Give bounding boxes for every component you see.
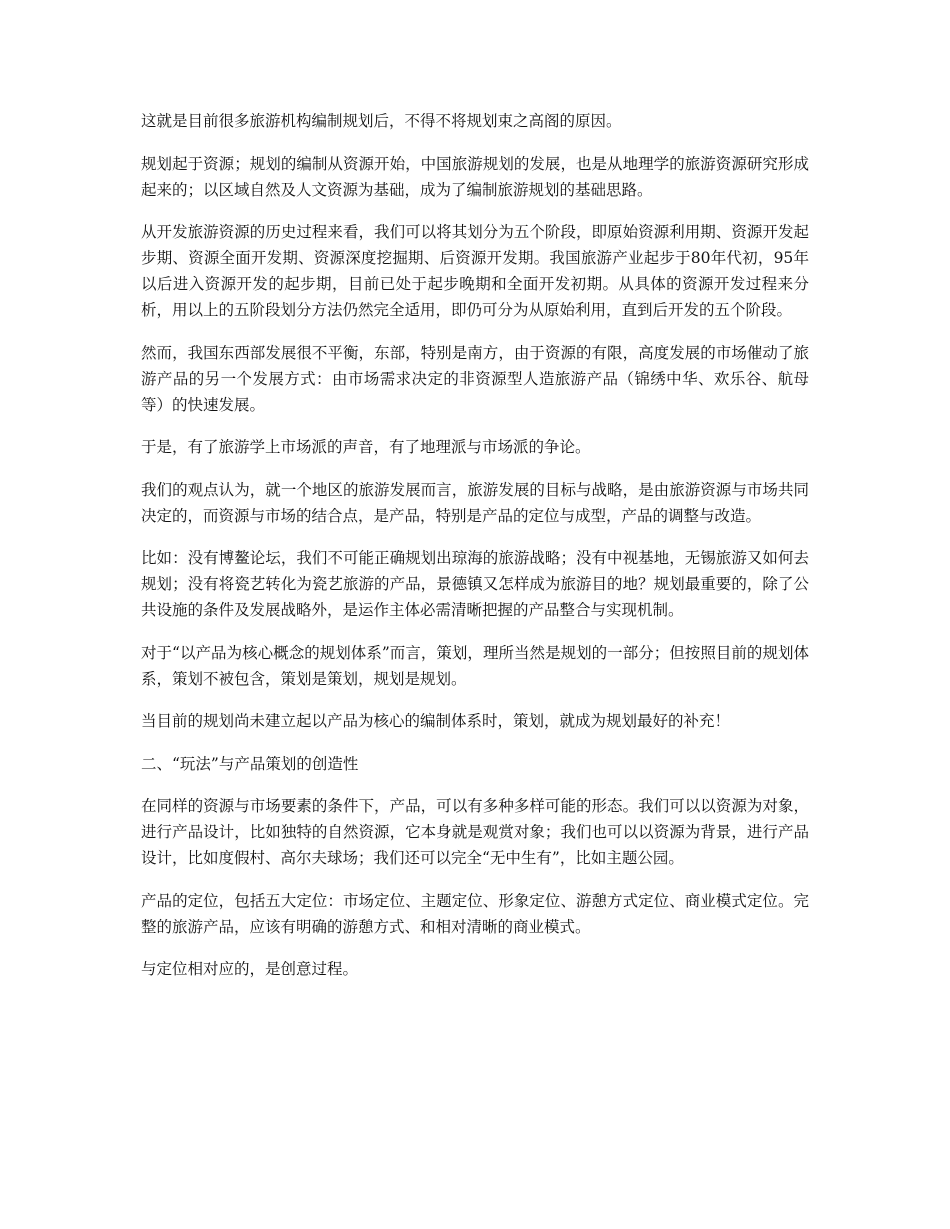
paragraph-7: 比如：没有博鳌论坛，我们不可能正确规划出琼海的旅游战略；没有中视基地，无锡旅游又如何去规划；没有将瓷艺转化为瓷艺旅游的产品，景德镇又怎样成为旅游目的地？规划最重要的，除了公共设施的条件及发展战略外，是运作主体必需清晰把握的产品整合与实现机制。 xyxy=(141,549,809,619)
paragraph-9: 当目前的规划尚未建立起以产品为核心的编制体系时，策划，就成为规划最好的补充！ xyxy=(141,712,731,730)
paragraph-11: 在同样的资源与市场要素的条件下，产品，可以有多种多样可能的形态。我们可以以资源为对象，进行产品设计，比如独特的自然资源，它本身就是观赏对象；我们也可以以资源为背景，进行产品设计，比如度假村、高尔夫球场；我们还可以完全“无中生有”，比如主题公园。 xyxy=(141,797,809,867)
paragraph-1: 这就是目前很多旅游机构编制规划后，不得不将规划束之高阁的原因。 xyxy=(141,112,622,130)
paragraph-13: 与定位相对应的，是创意过程。 xyxy=(141,960,359,978)
document-page xyxy=(141,108,809,999)
paragraph-2: 规划起于资源；规划的编制从资源开始，中国旅游规划的发展，也是从地理学的旅游资源研究形成起来的；以区域自然及人文资源为基础，成为了编制旅游规划的基础思路。 xyxy=(141,154,809,199)
paragraph-6: 我们的观点认为，就一个地区的旅游发展而言，旅游发展的目标与战略，是由旅游资源与市场共同决定的，而资源与市场的结合点，是产品，特别是产品的定位与成型，产品的调整与改造。 xyxy=(141,480,809,525)
paragraph-4: 然而，我国东西部发展很不平衡，东部，特别是南方，由于资源的有限，高度发展的市场催动了旅游产品的另一个发展方式：由市场需求决定的非资源型人造旅游产品（锦绣中华、欢乐谷、航母等）的快速发展。 xyxy=(141,343,809,414)
paragraph-12: 产品的定位，包括五大定位：市场定位、主题定位、形象定位、游憩方式定位、商业模式定位。完整的旅游产品，应该有明确的游憩方式、和相对清晰的商业模式。 xyxy=(141,891,809,936)
paragraph-3: 从开发旅游资源的历史过程来看，我们可以将其划分为五个阶段，即原始资源利用期、资源开发起步期、资源全面开发期、资源深度挖掘期、后资源开发期。我国旅游产业起步于80年代初，95年以后进入资源开发的起步期，目前已处于起步晚期和全面开发初期。从具体的资源开发过程来分析，用以上的五阶段划分方法仍然完全适用，即仍可分为从原始利用，直到后开发的五个阶段。 xyxy=(141,223,809,319)
section-heading: 二、“玩法”与产品策划的创造性 xyxy=(141,754,359,773)
paragraph-5: 于是，有了旅游学上市场派的声音，有了地理派与市场派的争论。 xyxy=(141,438,591,456)
paragraph-8: 对于“以产品为核心概念的规划体系”而言，策划，理所当然是规划的一部分；但按照目前的规划体系，策划不被包含，策划是策划，规划是规划。 xyxy=(141,643,809,688)
